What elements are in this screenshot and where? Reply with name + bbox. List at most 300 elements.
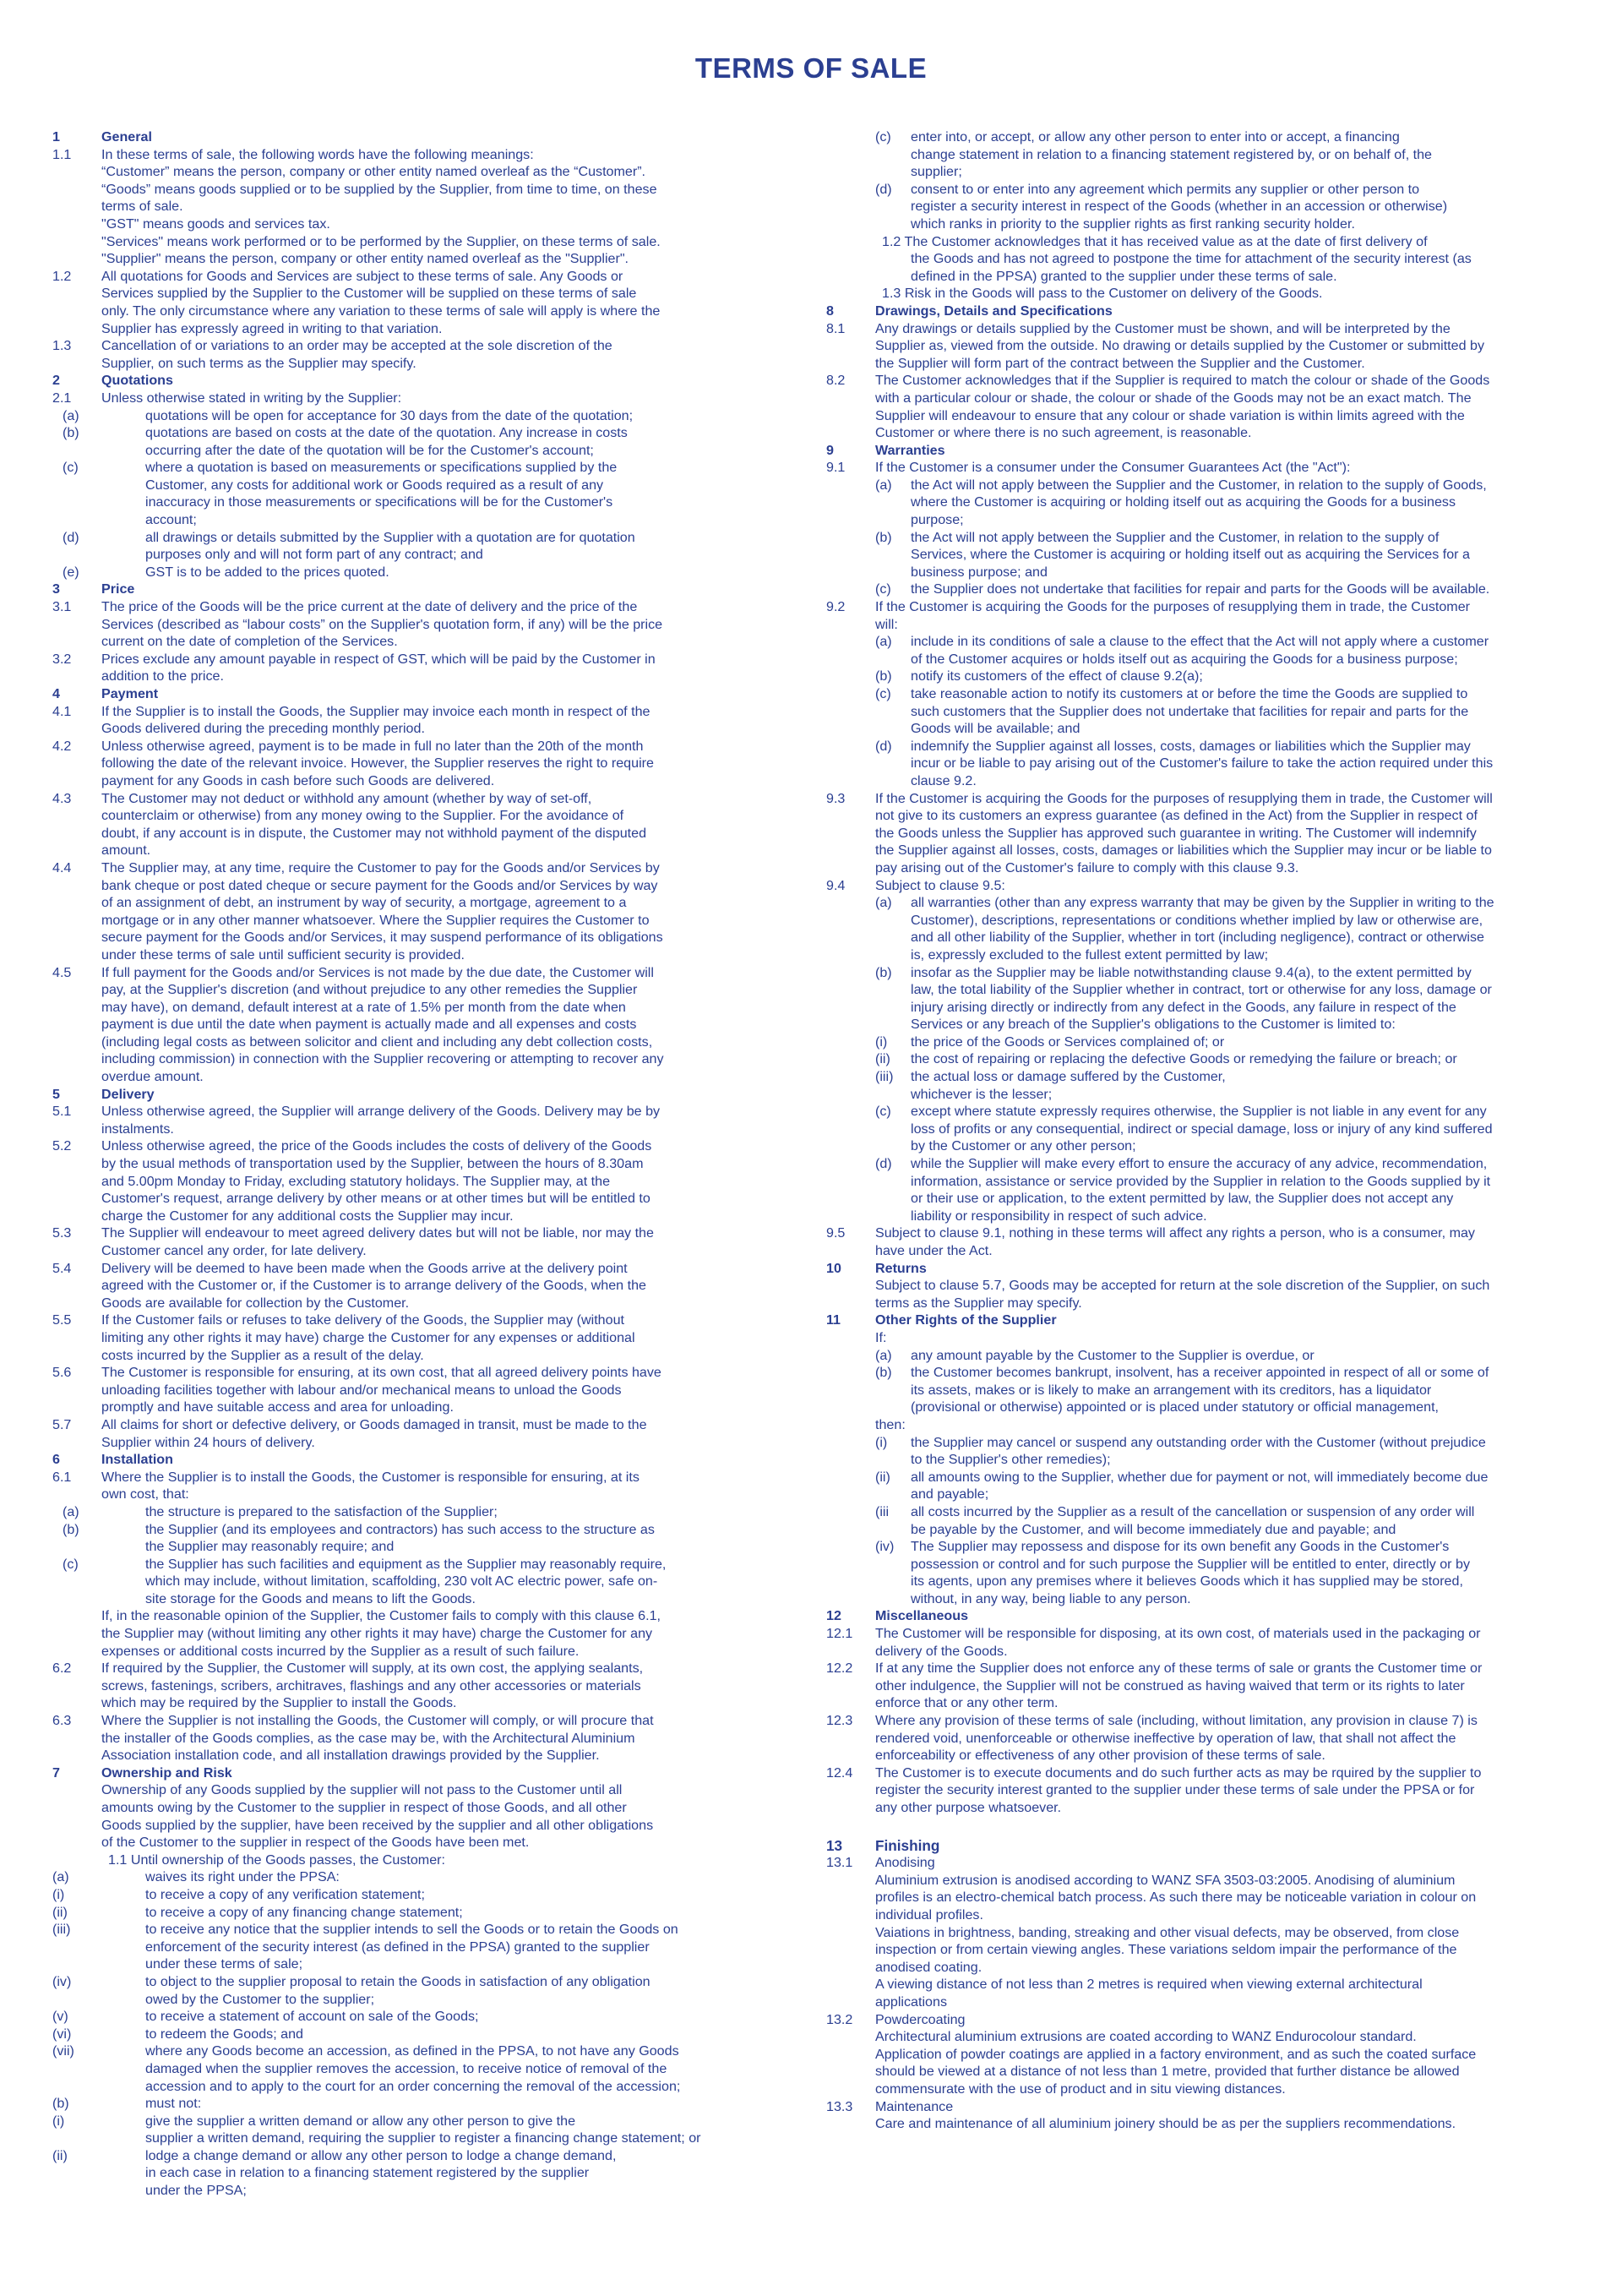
clause-text: the Act will not apply between the Supplier and the Customer, in relation to the supply of xyxy=(911,529,1440,545)
clause-text: incur or be liable to pay arising out of the Customer's failure to take the action required under this xyxy=(911,755,1494,772)
clause-number: 8.2 xyxy=(826,373,846,389)
clause-text: not give to its customers an express guarantee (as defined in the Act) from the Supplier in respect of xyxy=(875,808,1478,824)
clause-number: 12 xyxy=(826,1608,841,1624)
clause-text: limiting any other rights it may have) charge the Customer for any expenses or additional xyxy=(101,1329,635,1345)
clause-text: Customer or where there is no such agreement, is reasonable. xyxy=(875,425,1252,441)
clause-number: (d) xyxy=(875,738,892,754)
clause-text: 1.1 Until ownership of the Goods passes, the Customer: xyxy=(108,1852,445,1868)
clause-line xyxy=(52,2182,737,2200)
clause-line xyxy=(52,807,737,825)
heading-text: General xyxy=(101,129,152,145)
section-heading xyxy=(826,1260,1566,1278)
clause-line xyxy=(52,616,737,634)
clause-text: to receive any notice that the supplier intends to sell the Goods or to retain the Goods on xyxy=(145,1922,678,1938)
clause-line xyxy=(826,651,1566,668)
clause-line xyxy=(52,320,737,338)
clause-text: its assets, makes or is likely to make an arrangement with its creditors, has a liquidator xyxy=(911,1382,1432,1398)
clause-text: under the PPSA; xyxy=(145,2183,247,2199)
clause-line xyxy=(52,529,737,547)
clause-number: 13.3 xyxy=(826,2098,853,2114)
clause-text: the Supplier will form part of the contract between the Supplier and the Customer. xyxy=(875,355,1365,371)
clause-number: 10 xyxy=(826,1260,841,1276)
clause-line xyxy=(52,1486,737,1503)
clause-line xyxy=(52,1364,737,1382)
clause-text: If the Customer is a consumer under the Consumer Guarantees Act (the "Act"): xyxy=(875,460,1351,476)
clause-line xyxy=(826,1538,1566,1556)
clause-text: Powdercoating xyxy=(875,2011,966,2027)
clause-line xyxy=(826,859,1566,877)
section-heading xyxy=(52,1086,737,1104)
clause-line xyxy=(52,1730,737,1748)
clause-text: "Supplier" means the person, company or other entity named overleaf as the "Supplier". xyxy=(101,251,629,267)
clause-line xyxy=(826,146,1566,164)
clause-number: (i) xyxy=(52,2113,65,2129)
clause-text: supplier a written demand, requiring the supplier to register a financing change statement; or xyxy=(145,2130,701,2146)
clause-line xyxy=(826,1068,1566,1086)
clause-line xyxy=(52,337,737,355)
clause-line xyxy=(826,1941,1566,1959)
clause-text: Supplier within 24 hours of delivery. xyxy=(101,1434,315,1450)
clause-line xyxy=(826,1050,1566,1068)
clause-line xyxy=(52,877,737,895)
clause-text: the Supplier has such facilities and equipment as the Supplier may reasonably require, xyxy=(145,1556,667,1572)
clause-number: 9.2 xyxy=(826,599,846,615)
clause-number: (v) xyxy=(52,2009,68,2025)
clause-text: enforce that or any other term. xyxy=(875,1695,1059,1711)
clause-line xyxy=(52,1382,737,1399)
clause-text: instalments. xyxy=(101,1121,174,1137)
clause-text: register the security interest granted to the supplier under these terms of sale under the PPSA or for xyxy=(875,1782,1475,1798)
clause-line xyxy=(52,1347,737,1365)
clause-number: (vi) xyxy=(52,2026,72,2042)
clause-text: counterclaim or otherwise) from any money owing to the Supplier. For the avoidance of xyxy=(101,808,624,824)
clause-line xyxy=(826,1677,1566,1695)
clause-line xyxy=(826,1799,1566,1817)
clause-line xyxy=(826,772,1566,790)
clause-text: Where the Supplier is not installing the Goods, the Customer will comply, or will procure that xyxy=(101,1713,654,1729)
clause-text: owed by the Customer to the supplier; xyxy=(145,1991,375,2007)
clause-text: addition to the price. xyxy=(101,668,224,684)
clause-line xyxy=(52,1155,737,1173)
clause-line xyxy=(826,390,1566,407)
right-column xyxy=(826,128,1566,2133)
clause-text: inspection or from certain viewing angles. These variations seldom impair the performance of the xyxy=(875,1942,1457,1958)
clause-text: delivery of the Goods. xyxy=(875,1643,1008,1659)
clause-text: business purpose; and xyxy=(911,564,1048,580)
clause-text: only. The only circumstance where any variation to these terms of sale will apply is where the xyxy=(101,303,661,319)
clause-line xyxy=(826,894,1566,912)
clause-text: Supplier, on such terms as the Supplier may specify. xyxy=(101,355,416,371)
clause-line xyxy=(826,1364,1566,1382)
heading-text: Miscellaneous xyxy=(875,1608,969,1624)
clause-number: 6.2 xyxy=(52,1661,72,1677)
clause-line xyxy=(826,581,1566,598)
clause-line xyxy=(52,1416,737,1434)
clause-line xyxy=(826,494,1566,511)
heading-text: Price xyxy=(101,581,135,597)
clause-line xyxy=(826,1924,1566,1942)
clause-line xyxy=(826,163,1566,181)
clause-line xyxy=(52,1050,737,1068)
clause-line xyxy=(52,564,737,581)
clause-line xyxy=(52,1694,737,1712)
clause-text: Services or any breach of the Supplier's obligations to the Customer is limited to: xyxy=(911,1017,1396,1033)
clause-text: costs incurred by the Supplier as a result of the delay. xyxy=(101,1347,424,1363)
clause-text: payment for any Goods in cash before such Goods are delivered. xyxy=(101,772,495,788)
clause-number: 5.1 xyxy=(52,1104,72,1120)
clause-line xyxy=(52,1607,737,1625)
clause-number: 4.3 xyxy=(52,790,72,806)
clause-line xyxy=(826,1329,1566,1347)
clause-line xyxy=(826,2046,1566,2064)
clause-text: Application of powder coatings are applied in a factory environment, and as such the coated surface xyxy=(875,2046,1477,2062)
clause-line xyxy=(826,1976,1566,1993)
clause-line xyxy=(826,198,1566,215)
clause-line xyxy=(52,703,737,721)
clause-number: (b) xyxy=(875,1365,892,1381)
clause-number: 13.1 xyxy=(826,1855,853,1871)
clause-text: Where any provision of these terms of sale (including, without limitation, any provision in clause 7) is xyxy=(875,1713,1478,1729)
clause-text: The Supplier may repossess and dispose for its own benefit any Goods in the Customer's xyxy=(911,1539,1450,1555)
clause-number: (i) xyxy=(52,1886,65,1902)
clause-text: where the Customer is acquiring or holding itself out as acquiring the Goods for a business xyxy=(911,494,1456,510)
spacer xyxy=(826,1817,1566,1837)
clause-line xyxy=(52,2060,737,2078)
section-heading xyxy=(52,1451,737,1469)
clause-text: If full payment for the Goods and/or Services is not made by the due date, the Customer will xyxy=(101,964,654,980)
clause-line xyxy=(52,1224,737,1242)
clause-line xyxy=(52,1868,737,1886)
clause-number: 4.1 xyxy=(52,703,72,719)
clause-line xyxy=(52,1643,737,1661)
heading-text: Finishing xyxy=(875,1836,940,1854)
clause-text: pay arising out of the Customer's failure to comply with this clause 9.3. xyxy=(875,859,1299,875)
clause-line xyxy=(826,598,1566,616)
clause-text: (including legal costs as between solicitor and client and including any debt collection costs, xyxy=(101,1033,653,1050)
clause-text: The Supplier may, at any time, require the Customer to pay for the Goods and/or Services by xyxy=(101,859,660,875)
clause-line xyxy=(52,912,737,930)
clause-number: (b) xyxy=(52,2096,69,2112)
clause-number: 12.3 xyxy=(826,1713,853,1729)
clause-line xyxy=(826,790,1566,808)
clause-text: Association installation code, and all installation drawings provided by the Supplier. xyxy=(101,1748,600,1764)
clause-line xyxy=(826,1469,1566,1486)
clause-line xyxy=(826,511,1566,529)
clause-line xyxy=(52,1033,737,1051)
clause-text: with a particular colour or shade, the colour or shade of the Goods may not be an exact match. The xyxy=(875,390,1472,406)
clause-number: 2 xyxy=(52,373,60,389)
clause-text: to object to the supplier proposal to retain the Goods in satisfaction of any obligation xyxy=(145,1973,650,1989)
clause-number: 5.7 xyxy=(52,1416,72,1432)
clause-line xyxy=(52,1939,737,1956)
clause-line xyxy=(826,1155,1566,1173)
clause-line xyxy=(52,668,737,685)
clause-number: 5.3 xyxy=(52,1225,72,1241)
clause-line xyxy=(52,511,737,529)
clause-line xyxy=(826,215,1566,233)
clause-line xyxy=(52,1137,737,1155)
clause-line xyxy=(826,703,1566,721)
clause-text: without, in any way, being liable to any person. xyxy=(911,1590,1191,1606)
clause-number: 5.5 xyxy=(52,1312,72,1328)
clause-line xyxy=(52,2042,737,2060)
clause-text: The price of the Goods will be the price current at the date of delivery and the price of the xyxy=(101,599,638,615)
clause-number: 13 xyxy=(826,1836,843,1854)
clause-line xyxy=(52,1260,737,1278)
clause-text: Goods will be available; and xyxy=(911,721,1080,737)
clause-line xyxy=(826,320,1566,338)
clause-text: Services, where the Customer is acquiring or holding itself out as acquiring the Services for a xyxy=(911,547,1470,563)
clause-line xyxy=(52,2147,737,2165)
clause-line xyxy=(826,1434,1566,1452)
heading-text: Quotations xyxy=(101,373,173,389)
clause-text: enter into, or accept, or allow any other person to enter into or accept, a financing xyxy=(911,129,1400,145)
clause-text: amount. xyxy=(101,843,151,859)
clause-text: quotations will be open for acceptance for 30 days from the date of the quotation; xyxy=(145,407,634,423)
clause-text: is, expressly excluded to the fullest extent permitted by law; xyxy=(911,946,1269,963)
clause-line xyxy=(52,303,737,320)
clause-text: applications xyxy=(875,1993,947,2010)
clause-line xyxy=(52,1781,737,1799)
clause-text: whichever is the lesser; xyxy=(911,1086,1053,1102)
clause-number: 1.2 xyxy=(52,268,72,284)
clause-number: 7 xyxy=(52,1764,60,1781)
clause-number: 4.4 xyxy=(52,859,72,875)
clause-number: 6 xyxy=(52,1452,60,1468)
clause-line xyxy=(52,859,737,877)
clause-number: 3 xyxy=(52,581,60,597)
clause-text: and all other liability of the Supplier, whether in tort (including negligence), contract or otherwise xyxy=(911,930,1484,946)
clause-text: then: xyxy=(875,1416,906,1432)
clause-text: If at any time the Supplier does not enforce any of these terms of sale or grants the Customer time or xyxy=(875,1661,1483,1677)
clause-text: the cost of repairing or replacing the defective Goods or remedying the failure or breach; or xyxy=(911,1051,1457,1067)
clause-number: (a) xyxy=(63,1503,79,1519)
clause-text: to receive a statement of account on sale of the Goods; xyxy=(145,2009,479,2025)
clause-line xyxy=(826,529,1566,547)
clause-text: Cancellation of or variations to an order may be accepted at the sole discretion of the xyxy=(101,338,612,354)
clause-line xyxy=(52,1503,737,1521)
clause-line xyxy=(826,407,1566,425)
clause-line xyxy=(52,1190,737,1208)
clause-text: own cost, that: xyxy=(101,1486,189,1502)
clause-text: may have), on demand, default interest at a rate of 1.5% per month from the date when xyxy=(101,999,626,1015)
clause-number: (e) xyxy=(63,564,79,580)
clause-line xyxy=(52,1799,737,1817)
clause-line xyxy=(52,355,737,373)
clause-text: the structure is prepared to the satisfaction of the Supplier; xyxy=(145,1503,498,1519)
clause-line xyxy=(826,1016,1566,1033)
clause-text: The Customer will be responsible for disposing, at its own cost, of materials used in the packaging or xyxy=(875,1626,1481,1642)
clause-number: (ii) xyxy=(875,1469,890,1485)
clause-line xyxy=(826,1295,1566,1312)
clause-line xyxy=(826,738,1566,755)
clause-text: all amounts owing to the Supplier, whether due for payment or not, will immediately become due xyxy=(911,1469,1489,1485)
clause-number: 5.2 xyxy=(52,1138,72,1154)
clause-line xyxy=(52,1852,737,1869)
clause-number: (vii) xyxy=(52,2043,74,2059)
clause-text: except where statute expressly requires otherwise, the Supplier is not liable in any event for any xyxy=(911,1104,1487,1120)
clause-text: Ownership of any Goods supplied by the supplier will not pass to the Customer until all xyxy=(101,1782,623,1798)
clause-number: (a) xyxy=(875,895,892,911)
clause-text: Unless otherwise agreed, the price of the Goods includes the costs of delivery of the Goods xyxy=(101,1138,652,1154)
clause-line xyxy=(52,1556,737,1573)
clause-line xyxy=(52,390,737,407)
clause-line xyxy=(826,2115,1566,2133)
clause-line xyxy=(826,1590,1566,1608)
clause-number: (d) xyxy=(875,181,892,197)
clause-line xyxy=(52,1625,737,1643)
clause-number: (ii) xyxy=(52,1904,68,1920)
left-column xyxy=(52,128,737,2200)
clause-text: where a quotation is based on measurements or specifications supplied by the xyxy=(145,460,618,476)
clause-text: the actual loss or damage suffered by the Customer, xyxy=(911,1069,1226,1085)
clause-line xyxy=(52,1469,737,1486)
clause-number: (c) xyxy=(875,686,891,701)
clause-number: (c) xyxy=(875,1104,891,1120)
clause-text: Unless otherwise stated in writing by the Supplier: xyxy=(101,390,402,406)
clause-text: notify its customers of the effect of clause 9.2(a); xyxy=(911,668,1203,684)
clause-text: Services (described as “labour costs” on the Supplier's quotation form, if any) will be the price xyxy=(101,616,663,632)
clause-line xyxy=(826,1747,1566,1764)
clause-text: If, in the reasonable opinion of the Supplier, the Customer fails to comply with this clause 6.1, xyxy=(101,1608,661,1624)
clause-line xyxy=(826,1208,1566,1225)
clause-text: in each case in relation to a financing statement registered by the supplier xyxy=(145,2165,590,2181)
clause-text: Anodising xyxy=(875,1855,935,1871)
clause-number: (ii) xyxy=(875,1051,890,1067)
clause-text: should be viewed at a distance of not less than 1 metre, provided that further distance be allowed xyxy=(875,2064,1460,2080)
clause-line xyxy=(52,2113,737,2130)
clause-text: to receive a copy of any financing change statement; xyxy=(145,1904,463,1920)
clause-number: 8 xyxy=(826,303,834,319)
clause-line xyxy=(826,1872,1566,1890)
clause-number: 13.2 xyxy=(826,2011,853,2027)
clause-number: (b) xyxy=(875,964,892,980)
clause-number: 4 xyxy=(52,686,60,701)
clause-text: under these terms of sale; xyxy=(145,1956,303,1972)
clause-text: all drawings or details submitted by the Supplier with a quotation are for quotation xyxy=(145,529,635,545)
clause-line xyxy=(52,1886,737,1904)
clause-line xyxy=(52,946,737,964)
clause-line xyxy=(826,912,1566,930)
clause-text: Prices exclude any amount payable in respect of GST, which will be paid by the Customer in xyxy=(101,651,656,667)
section-heading xyxy=(826,303,1566,320)
clause-line xyxy=(826,1173,1566,1191)
clause-text: All claims for short or defective delivery, or Goods damaged in transit, must be made to the xyxy=(101,1416,647,1432)
clause-number: (c) xyxy=(63,1556,79,1572)
clause-line xyxy=(826,2011,1566,2029)
clause-text: Unless otherwise agreed, payment is to be made in full no later than the 20th of the month xyxy=(101,738,644,754)
clause-text: payment is due until the date when payment is actually made and all expenses and costs xyxy=(101,1017,637,1033)
clause-line xyxy=(826,633,1566,651)
clause-line xyxy=(826,1854,1566,1872)
clause-text: purposes only and will not form part of any contract; and xyxy=(145,547,483,563)
clause-line xyxy=(826,181,1566,199)
clause-number: (iii) xyxy=(52,1922,71,1938)
heading-text: Payment xyxy=(101,686,159,701)
clause-text: All quotations for Goods and Services are subject to these terms of sale. Any Goods or xyxy=(101,268,623,284)
clause-text: loss of profits or any consequential, indirect or special damage, loss or injury of any kind suffered xyxy=(911,1121,1493,1137)
clause-text: the Supplier may cancel or suspend any outstanding order with the Customer (without prejudice xyxy=(911,1434,1486,1450)
clause-line xyxy=(52,1817,737,1835)
clause-line xyxy=(52,2164,737,2182)
clause-text: the Supplier may (without limiting any other rights it may have) charge the Customer for any xyxy=(101,1626,653,1642)
clause-text: If the Customer is acquiring the Goods for the purposes of resupplying them in trade, the Customer will xyxy=(875,790,1493,806)
clause-line xyxy=(52,1973,737,1991)
clause-line xyxy=(52,407,737,425)
clause-line xyxy=(826,2098,1566,2116)
clause-number: 9.1 xyxy=(826,460,846,476)
clause-line xyxy=(826,1382,1566,1399)
clause-text: amounts owing by the Customer to the supplier in respect of those Goods, and all other xyxy=(101,1800,627,1815)
clause-line xyxy=(826,1959,1566,1977)
clause-number: 6.3 xyxy=(52,1713,72,1729)
clause-line xyxy=(52,1103,737,1121)
clause-number: (b) xyxy=(63,425,79,441)
clause-number: (iv) xyxy=(52,1973,72,1989)
clause-text: which may be required by the Supplier to install the Goods. xyxy=(101,1695,457,1711)
clause-line xyxy=(826,355,1566,373)
clause-line xyxy=(826,1033,1566,1051)
clause-line xyxy=(52,1747,737,1764)
clause-text: to redeem the Goods; and xyxy=(145,2026,303,2042)
clause-number: 8.1 xyxy=(826,320,846,336)
clause-text: GST is to be added to the prices quoted. xyxy=(145,564,389,580)
clause-line xyxy=(52,1277,737,1295)
clause-text: to receive a copy of any verification statement; xyxy=(145,1886,425,1902)
clause-line xyxy=(52,1016,737,1033)
section-heading xyxy=(826,442,1566,460)
clause-text: commensurate with the use of product and in situ viewing distances. xyxy=(875,2081,1286,2097)
clause-line xyxy=(52,2095,737,2113)
clause-text: enforceability or effectiveness of any other provision of these terms of sale. xyxy=(875,1748,1325,1764)
clause-line xyxy=(826,1190,1566,1208)
clause-line xyxy=(52,1242,737,1260)
clause-text: indemnify the Supplier against all losses, costs, damages or liabilities which the Supplier may xyxy=(911,738,1471,754)
clause-line xyxy=(52,842,737,859)
clause-text: Aluminium extrusion is anodised according to WANZ SFA 3503-03:2005. Anodising of aluminium xyxy=(875,1872,1456,1888)
clause-text: Goods are available for collection by the Customer. xyxy=(101,1295,410,1311)
clause-text: Supplier has expressly agreed in writing to that variation. xyxy=(101,320,443,336)
clause-text: "Services" means work performed or to be performed by the Supplier, on these terms of sale. xyxy=(101,233,661,249)
heading-text: Drawings, Details and Specifications xyxy=(875,303,1113,319)
clause-line xyxy=(52,981,737,999)
clause-line xyxy=(826,1573,1566,1590)
clause-line xyxy=(52,2008,737,2026)
clause-line xyxy=(52,1295,737,1312)
clause-line xyxy=(52,146,737,164)
clause-line xyxy=(826,1643,1566,1661)
clause-text: secure payment for the Goods and/or Services, it may suspend performance of its obligations xyxy=(101,930,663,946)
clause-number: (b) xyxy=(875,529,892,545)
clause-line xyxy=(826,946,1566,964)
clause-text: defined in the PPSA) granted to the supplier under these terms of sale. xyxy=(911,268,1337,284)
clause-text: The Customer is responsible for ensuring, at its own cost, that all agreed delivery points have xyxy=(101,1365,661,1381)
clause-line xyxy=(52,2026,737,2043)
section-heading xyxy=(52,581,737,598)
clause-text: If the Supplier is to install the Goods, the Supplier may invoice each month in respect of the xyxy=(101,703,650,719)
heading-text: Installation xyxy=(101,1452,173,1468)
clause-text: If the Customer fails or refuses to take delivery of the Goods, the Supplier may (without xyxy=(101,1312,625,1328)
clause-line xyxy=(52,494,737,511)
clause-number: (iii) xyxy=(875,1069,894,1085)
clause-text: "GST" means goods and services tax. xyxy=(101,215,330,232)
clause-text: 1.3 Risk in the Goods will pass to the Customer on delivery of the Goods. xyxy=(882,286,1323,302)
clause-text: Where the Supplier is to install the Goods, the Customer is responsible for ensuring, at its xyxy=(101,1469,640,1485)
clause-text: the price of the Goods or Services complained of; or xyxy=(911,1033,1225,1050)
clause-text: unloading facilities together with labour and/or mechanical means to unload the Goods xyxy=(101,1382,622,1398)
clause-line xyxy=(52,215,737,233)
clause-line xyxy=(826,1781,1566,1799)
